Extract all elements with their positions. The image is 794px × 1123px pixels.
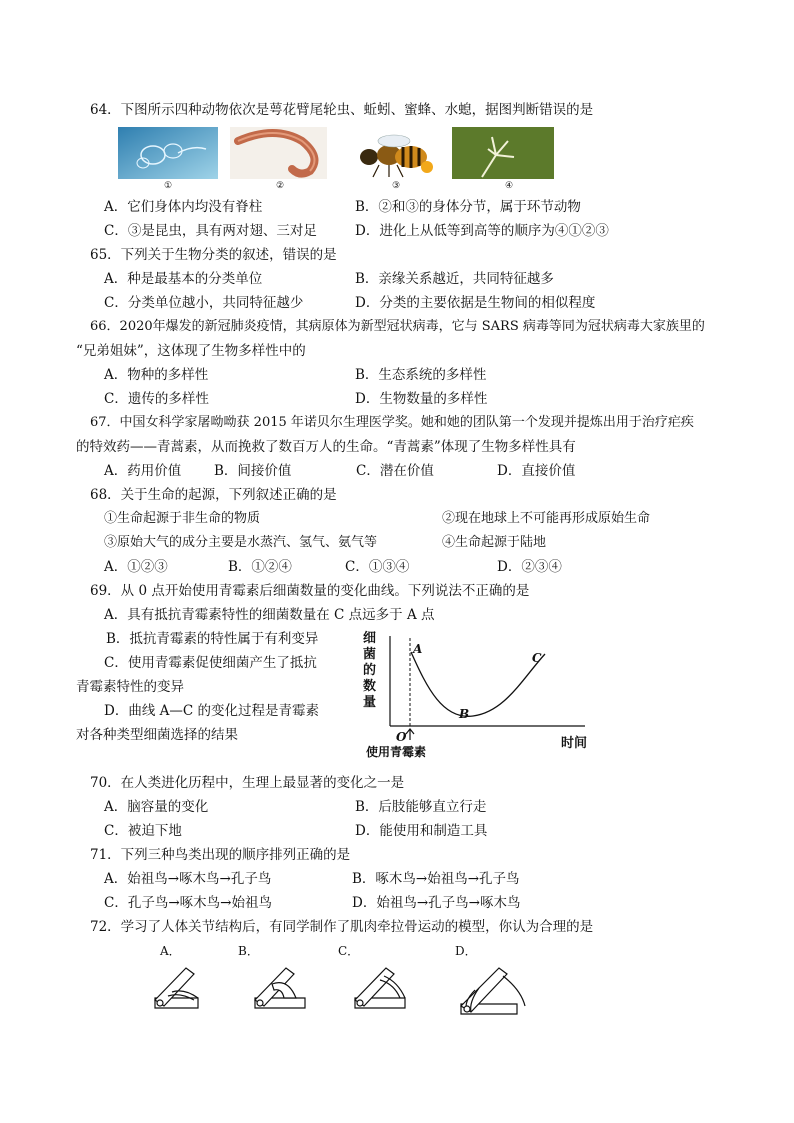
- rotifer-image: [118, 127, 218, 179]
- q69-option-c-line2: 青霉素特性的变异: [76, 679, 184, 695]
- q65-option-c: C．分类单位越小，共同特征越少: [104, 295, 304, 311]
- image-caption-4: ④: [505, 181, 514, 191]
- q68-statement-1: ①生命起源于非生命的物质: [104, 511, 261, 526]
- q67-option-a: A．药用价值: [104, 463, 182, 479]
- q69-option-a: A．具有抵抗青霉素特性的细菌数量在 C 点远多于 A 点: [104, 607, 435, 623]
- q70-option-a: A．脑容量的变化: [104, 799, 209, 815]
- q71-option-a: A．始祖鸟→啄木鸟→孔子鸟: [104, 871, 272, 887]
- q64-option-c: C．③是昆虫，具有两对翅、三对足: [104, 223, 317, 239]
- image-caption-1: ①: [164, 181, 173, 191]
- graph-ylabel-1: 细: [363, 631, 377, 646]
- q69-option-d-line1: D．曲线 A—C 的变化过程是青霉素: [104, 703, 319, 719]
- q68-statement-4: ④生命起源于陆地: [442, 535, 547, 550]
- q68-option-a: A．①②③: [104, 559, 168, 575]
- q71-stem: 71．下列三种鸟类出现的顺序排列正确的是: [90, 847, 351, 863]
- joint-model-d: [455, 962, 533, 1020]
- q66-option-c: C．遗传的多样性: [104, 391, 209, 407]
- q68-statement-2: ②现在地球上不可能再形成原始生命: [442, 511, 651, 526]
- graph-point-c: C: [532, 651, 542, 665]
- graph-ylabel-2: 菌: [363, 647, 377, 662]
- joint-model-a: [150, 962, 212, 1012]
- graph-ylabel-5: 量: [363, 695, 377, 710]
- q72-label-c: C．: [338, 944, 360, 958]
- q68-option-b: B．①②④: [228, 559, 292, 575]
- q69-option-b: B．抵抗青霉素的特性属于有利变异: [106, 631, 319, 647]
- joint-model-c: [350, 962, 412, 1012]
- q67-option-d: D．直接价值: [497, 463, 576, 479]
- q68-option-c: C．①③④: [345, 559, 410, 575]
- graph-ylabel-4: 数: [363, 679, 377, 694]
- q68-statement-3: ③原始大气的成分主要是水蒸汽、氢气、氨气等: [104, 535, 378, 550]
- q72-label-d: D．: [455, 944, 477, 958]
- graph-point-b: B: [459, 707, 470, 721]
- graph-point-a: A: [413, 642, 423, 656]
- graph-ylabel-3: 的: [363, 663, 377, 678]
- image-caption-3: ③: [392, 181, 401, 191]
- q67-stem-line2: 的特效药——青蒿素，从而挽救了数百万人的生命。“青蒿素”体现了生物多样性具有: [76, 439, 576, 455]
- q70-option-b: B．后肢能够直立行走: [355, 799, 487, 815]
- q72-stem: 72．学习了人体关节结构后，有同学制作了肌肉牵拉骨运动的模型，你认为合理的是: [90, 919, 594, 935]
- q71-option-d: D．始祖鸟→孔子鸟→啄木鸟: [352, 895, 521, 911]
- graph-origin-label: O: [396, 730, 407, 744]
- q65-stem: 65．下列关于生物分类的叙述，错误的是: [90, 247, 337, 263]
- q68-option-d: D．②③④: [497, 559, 562, 575]
- image-caption-2: ②: [276, 181, 285, 191]
- q66-stem-line1: 66．2020年爆发的新冠肺炎疫情，其病原体为新型冠状病毒，它与 SARS 病毒等同为冠状病毒大家族里的: [90, 319, 705, 334]
- bacteria-curve-graph: [355, 628, 605, 763]
- joint-model-b: [250, 962, 312, 1012]
- q64-stem: 64．下图所示四种动物依次是萼花臂尾轮虫、蚯蚓、蜜蜂、水螅，据图判断错误的是: [90, 102, 594, 118]
- q64-option-b: B．②和③的身体分节，属于环节动物: [355, 199, 581, 215]
- q66-option-a: A．物种的多样性: [104, 367, 209, 383]
- q69-option-c-line1: C．使用青霉素促使细菌产生了抵抗: [104, 655, 317, 671]
- q66-stem-line2: “兄弟姐妹”，这体现了生物多样性中的: [76, 343, 306, 359]
- q69-stem: 69．从 0 点开始使用青霉素后细菌数量的变化曲线。下列说法不正确的是: [90, 583, 530, 599]
- q65-option-a: A．种是最基本的分类单位: [104, 271, 263, 287]
- q66-option-d: D．生物数量的多样性: [355, 391, 488, 407]
- q70-option-d: D．能使用和制造工具: [355, 823, 488, 839]
- q67-stem-line1: 67．中国女科学家屠呦呦获 2015 年诺贝尔生理医学奖。她和她的团队第一个发现并提炼出用于治疗疟疾: [90, 415, 694, 430]
- q71-option-b: B．啄木鸟→始祖鸟→孔子鸟: [352, 871, 520, 887]
- q65-option-b: B．亲缘关系越近，共同特征越多: [355, 271, 554, 287]
- q65-option-d: D．分类的主要依据是生物间的相似程度: [355, 295, 596, 311]
- graph-penicillin-marker: 使用青霉素: [366, 745, 427, 759]
- q64-option-a: A．它们身体内均没有脊柱: [104, 199, 263, 215]
- q72-label-a: A．: [160, 944, 181, 958]
- q64-option-d: D．进化上从低等到高等的顺序为④①②③: [355, 223, 609, 239]
- q72-label-b: B．: [238, 944, 259, 958]
- graph-xlabel: 时间: [561, 736, 588, 751]
- q67-option-b: B．间接价值: [214, 463, 292, 479]
- q71-option-c: C．孔子鸟→啄木鸟→始祖鸟: [104, 895, 272, 911]
- hydra-image: [452, 127, 554, 179]
- q70-option-c: C．被迫下地: [104, 823, 182, 839]
- q70-stem: 70．在人类进化历程中，生理上最显著的变化之一是: [90, 775, 405, 791]
- bee-image: [339, 127, 439, 179]
- earthworm-image: [230, 127, 327, 179]
- q66-option-b: B．生态系统的多样性: [355, 367, 487, 383]
- q69-option-d-line2: 对各种类型细菌选择的结果: [76, 727, 238, 743]
- q67-option-c: C．潜在价值: [356, 463, 434, 479]
- q68-stem: 68．关于生命的起源，下列叙述正确的是: [90, 487, 337, 503]
- graph-curve: [411, 652, 545, 716]
